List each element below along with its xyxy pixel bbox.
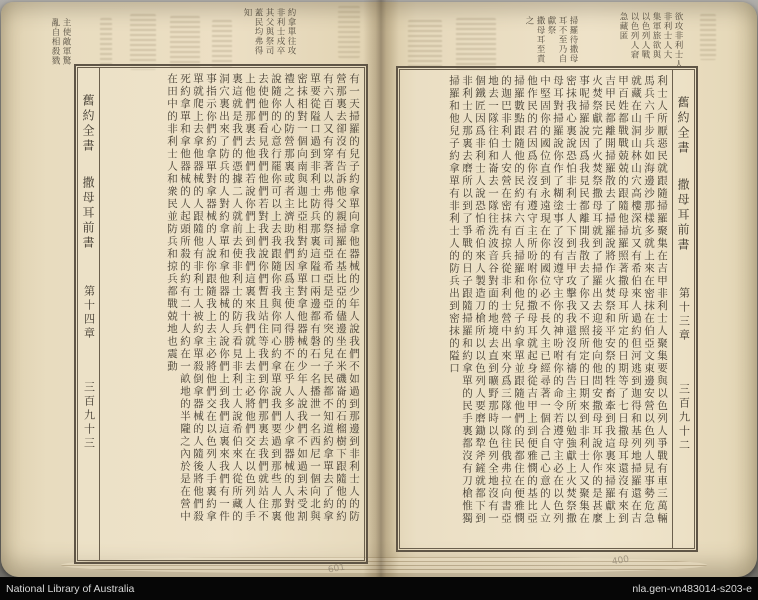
text-column: 掃羅數點跟隨他的民約有六百人掃羅和他兒子約拿單並跟隨他們的民都住在便雅憫 xyxy=(513,75,524,525)
text-column: 利士人所厭惡民就跟隨掃羅聚集在吉甲非利士人聚集要與以色列人爭戰有車三萬輛 xyxy=(656,75,667,525)
text-column: 事指示你們約拿單對拿器械的人說你跟隨我上去主必將他們交在以色列人手裏約拿 xyxy=(205,73,216,523)
bleed-smudge xyxy=(100,18,112,68)
section-title: 撒母耳前書 xyxy=(81,176,95,251)
note-column: 亂自相殺戮 xyxy=(51,18,61,66)
text-column: 單就爬上去拿他器械的人跟隨他有非利士人被約拿單殺倒拿器械的人隨後將他們殺 xyxy=(192,73,203,523)
library-caption-bar xyxy=(0,577,758,600)
page-number: 三百九十二 xyxy=(677,383,690,453)
text-column: 就藏在山洞山林山穴高樓深坑又有希伯來人過約但河逃到迦得和基列地掃羅還在吉 xyxy=(630,75,641,525)
bleed-smudge xyxy=(338,6,360,58)
note-column: 以色列人戰 xyxy=(641,12,651,60)
note-column: 主使敵軍驚 xyxy=(62,18,72,66)
book-title: 舊約全書 xyxy=(81,94,95,154)
note-column: 耳不至乃自 xyxy=(558,16,568,64)
chapter-label: 第十四章 xyxy=(82,285,95,341)
text-column: 吉甲民都離開掃羅散去了掃羅說將作火焚祭和平安祭的牲畜牽到我這裏來掃羅獻上 xyxy=(604,75,615,525)
page-number: 三百九十三 xyxy=(82,381,95,451)
catalog-id-label: nla.gen-vn483014-s203-e xyxy=(632,582,752,595)
note-column: 蓋民均弗得 xyxy=(254,8,264,56)
text-column: 他作民的君因爲你沒有遵守主所吩咐你的撒母耳就起身從吉甲上到便雅憫的基比亞 xyxy=(526,75,537,525)
chapter-label: 第十三章 xyxy=(677,287,690,343)
note-column: 急藏匿 xyxy=(619,12,629,41)
note-column: 欲攻非利士人 xyxy=(674,12,684,69)
book-gutter-shadow xyxy=(363,0,399,600)
text-column: 禮之人的防營那裏或者主濟助我們因爲主使人得勝不在乎人多人少拿器械的人對他 xyxy=(283,73,294,523)
bleed-smudge xyxy=(408,20,442,70)
text-column: 營那裏去卻沒有告訴他父親掃羅在基比亞的儘邊坐在米磯崙的石榴樹下跟隨他的約 xyxy=(335,73,346,523)
text-column: 上他們那裏去他們若說你們上到我們這裏來我們就上去主必將他們交在以色列人手 xyxy=(244,73,255,523)
note-column: 撒母耳至責 xyxy=(536,16,546,64)
text-column: 的迦巴非利士人安營在密抹有掠兵從非利士營中出來分爲三隊一隊往俄弗拉向書亞 xyxy=(500,75,511,525)
left-page-margin-strip xyxy=(78,68,100,560)
note-column: 獻祭 xyxy=(547,16,557,35)
note-column: 非利士人大 xyxy=(663,12,673,60)
text-column: 有一天掃羅的兒子約拿單向拿他器械的少年人說我們不如過到那邊到非利士人的防 xyxy=(348,73,359,523)
bleed-smudge xyxy=(130,14,156,70)
note-column: 之 xyxy=(525,16,535,26)
right-page-text-frame xyxy=(396,66,698,552)
text-column: 洞穴裏出來了防兵的人對約拿單和拿他器械的人說你們上到我們這裏來我們有一件 xyxy=(218,73,229,523)
text-column: 中堅固你的國位直到永遠現在你的國位必不長久主已經尋著一個合自己心意的人立 xyxy=(539,75,550,525)
left-page-body-text xyxy=(100,68,364,560)
text-column: 有六百人又有穿著以弗得的祭司亞希亞是亞希突的兒子民都不知道約拿單去了約拿 xyxy=(322,73,333,523)
text-column: 火焚祭獻完了火焚祭撒母耳就到了掃羅出去迎接他向他問安撒母耳說你作的是甚麼 xyxy=(591,75,602,525)
left-page-summary-note xyxy=(50,18,72,76)
right-page-margin-strip xyxy=(672,70,694,548)
note-column: 非利士戍卒 xyxy=(276,8,286,56)
pencil-mark-right: 400 xyxy=(611,554,630,568)
right-page-body-text xyxy=(400,70,672,548)
note-column: 知 xyxy=(243,8,253,18)
bleed-smudge xyxy=(700,14,716,60)
text-column: 死約拿單和拿他器械的人起頭所殺的約有二十人約在一畝地的半隴之內於是在營中 xyxy=(179,73,190,523)
text-column: 密抹相對一個向南與迦比亞相對約拿單對拿他器械的少年人說我們不如過到未受割 xyxy=(296,73,307,523)
note-column: 以色列人窘 xyxy=(630,12,640,60)
section-title: 撒母耳前書 xyxy=(676,178,690,253)
note-column: 其父與祭司 xyxy=(265,8,275,56)
book-title: 舊約全書 xyxy=(676,96,690,156)
bleed-smudge xyxy=(170,16,200,70)
text-column: 說隨你的心意行罷你可以上去我跟隨你我與你同心約拿單說我們要過到那些人那裏 xyxy=(270,73,281,523)
text-column: 甲百姓都戰戰兢兢的跟隨他掃羅照著撒母耳所定的日期等了七日撒母耳還沒有來到 xyxy=(617,75,628,525)
bleed-smudge xyxy=(212,20,232,68)
text-column: 在田中的非利士人和衆民並防兵和掠兵都戰兢地也震動 xyxy=(166,73,177,373)
text-column: 個鐵匠因爲非利士人說恐怕希伯來人製造刀槍所以以色列人要磨鋤犂斧鏟就都下到 xyxy=(474,75,485,525)
note-column: 約拿單往攻 xyxy=(287,8,297,56)
bleed-smudge xyxy=(456,18,496,70)
text-column: 地去一隊往伯和崙去一隊往洗波音谷對面的地境去直到曠野那時以色列全地沒有一 xyxy=(487,75,498,525)
left-page-text-frame xyxy=(74,64,368,564)
note-column: 掃羅待撒母 xyxy=(569,16,579,64)
text-column: 密抹我心裏說恐怕非利士人下到吉甲攻擊我我還沒有禱告主所以勉強獻上火焚祭撒 xyxy=(565,75,576,525)
text-column: 事呢掃羅說因爲我見民都離開我散去了你又不照所定的日期來到非利士人又聚集在 xyxy=(578,75,589,525)
text-column: 裏這就是我們的憑據二人就前去使非利士的防兵看見非利士人說希伯來人從所藏的 xyxy=(231,73,242,523)
note-column: 集軍旅欲與 xyxy=(652,12,662,60)
text-column: 非利士人那裏去磨所以到了爭戰的日子跟隨掃羅和約拿單的民手裏都沒有刀槍惟獨 xyxy=(461,75,472,525)
text-column: 母耳對掃羅說你作了糊塗事了沒有遵守主你的神吩咐你的命令若遵守主必在以色列 xyxy=(552,75,563,525)
text-column: 馬兵六千步兵如海邊沙那樣多就上來在密抹在伯亞文東邊安營以色列人見事勢危急 xyxy=(643,75,654,525)
text-column: 掃羅和他兒子約拿單有非利士人的防兵出到密抹的隘口 xyxy=(448,75,459,375)
pencil-mark-left: 601 xyxy=(327,562,346,576)
library-name-label: National Library of Australia xyxy=(6,582,135,595)
text-column: 單要從隘口過到非利士防兵那裏這隘口兩邊都有磐石一名播泄一名西尼一個向北與 xyxy=(309,73,320,523)
text-column: 去使他們看見我們他們若對我們說你們暫且站住等我們到你們那裏去我們就站住不 xyxy=(257,73,268,523)
left-page-chapter-summary xyxy=(242,8,297,72)
